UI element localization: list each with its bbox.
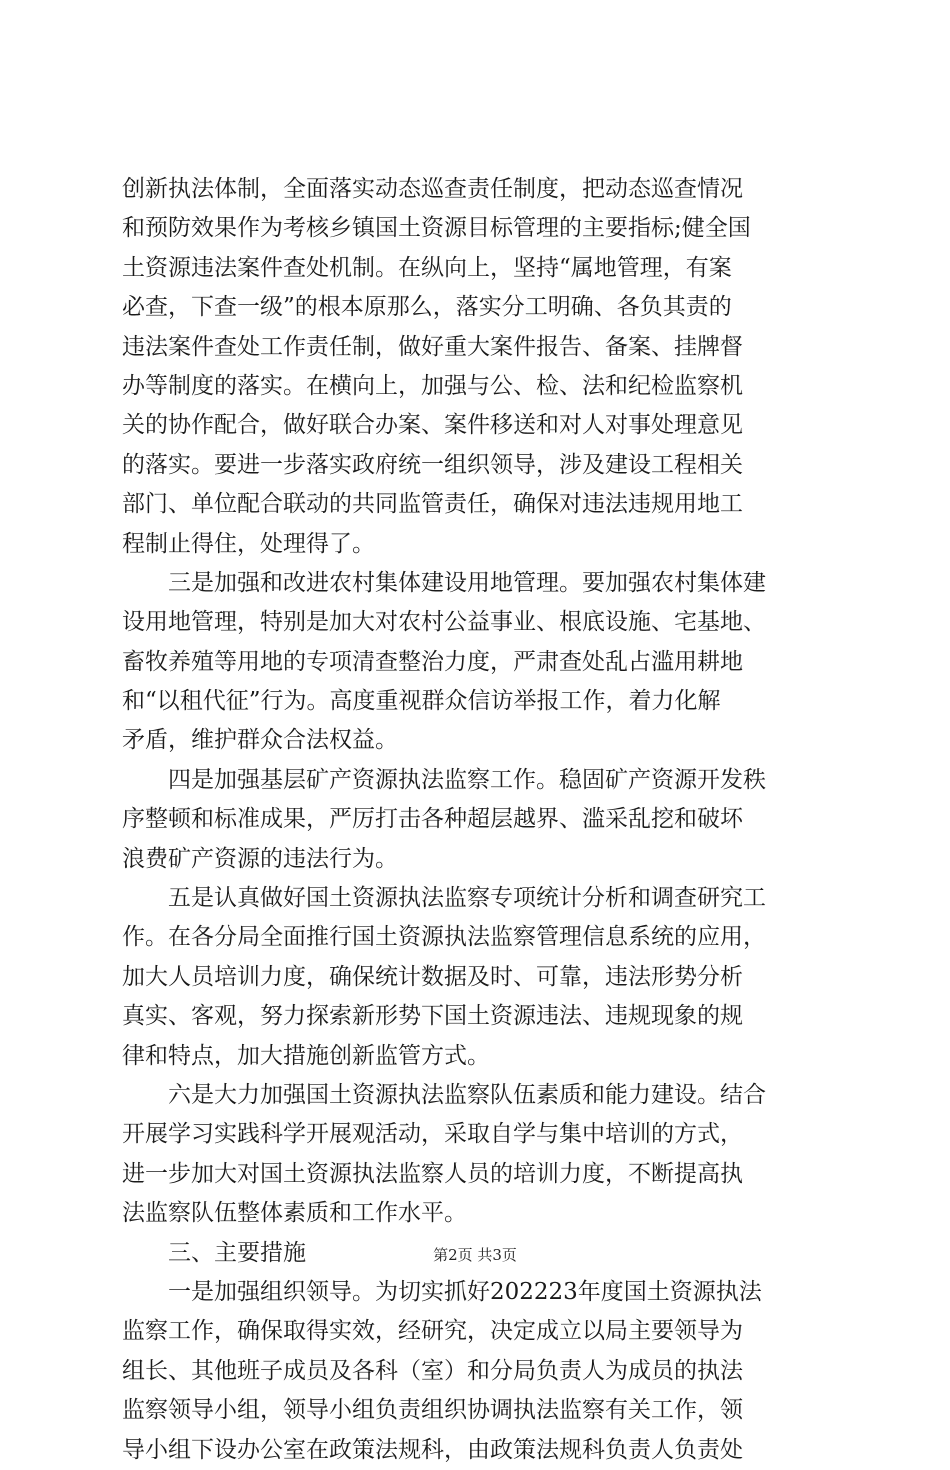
text-line: 设用地管理，特别是加大对农村公益事业、根底设施、宅基地、 [122,609,766,636]
text-line: 创新执法体制，全面落实动态巡查责任制度，把动态巡查情况 [122,176,743,202]
text-line: 律和特点，加大措施创新监管方式。 [122,1042,490,1069]
text-line: 真实、客观，努力探索新形势下国土资源违法、违规现象的规 [122,1003,743,1030]
document-body [122,170,832,1470]
text-line: 组长、其他班子成员及各科（室）和分局负责人为成员的执法 [122,1357,743,1384]
text-line: 进一步加大对国土资源执法监察人员的培训力度，不断提高执 [122,1160,743,1187]
text-line: 和“以租代征”行为。高度重视群众信访举报工作，着力化解 [122,688,721,715]
text-line: 序整顿和标准成果，严厉打击各种超层越界、滥采乱挖和破坏 [122,806,743,833]
text-line: 浪费矿产资源的违法行为。 [122,845,398,872]
text-line: 一是加强组织领导。为切实抓好202223年度国土资源执法 [168,1278,762,1305]
text-line: 违法案件查处工作责任制，做好重大案件报告、备案、挂牌督 [122,333,743,360]
text-line: 监察工作，确保取得实效，经研究，决定成立以局主要领导为 [122,1318,743,1345]
text-line: 六是大力加强国土资源执法监察队伍素质和能力建设。结合 [168,1081,766,1108]
text-line: 畜牧养殖等用地的专项清查整治力度，严肃查处乱占滥用耕地 [122,648,743,675]
text-line: 作。在各分局全面推行国土资源执法监察管理信息系统的应用， [122,924,766,951]
text-line: 导小组下设办公室在政策法规科，由政策法规科负责人负责处 [122,1436,743,1463]
text-line: 三、主要措施 [168,1239,306,1266]
page-footer: 第2页 共3页 [433,1246,517,1264]
text-line: 四是加强基层矿产资源执法监察工作。稳固矿产资源开发秩 [168,766,766,793]
text-line: 三是加强和改进农村集体建设用地管理。要加强农村集体建 [168,569,766,596]
text-line: 部门、单位配合联动的共同监管责任，确保对违法违规用地工 [122,491,743,518]
text-line: 和预防效果作为考核乡镇国土资源目标管理的主要指标;健全国 [122,215,751,242]
text-line: 法监察队伍整体素质和工作水平。 [122,1200,467,1227]
text-line: 五是认真做好国土资源执法监察专项统计分析和调查研究工 [168,885,766,912]
text-line: 的落实。要进一步落实政府统一组织领导，涉及建设工程相关 [122,451,743,478]
text-line: 办等制度的落实。在横向上，加强与公、检、法和纪检监察机 [122,372,743,399]
text-line: 土资源违法案件查处机制。在纵向上，坚持“属地管理，有案 [122,254,732,281]
text-line: 矛盾，维护群众合法权益。 [122,727,398,754]
text-line: 必查，下查一级”的根本原那么，落实分工明确、各负其责的 [122,294,732,321]
text-line: 程制止得住，处理得了。 [122,530,375,557]
text-line: 监察领导小组，领导小组负责组织协调执法监察有关工作，领 [122,1397,743,1424]
text-line: 开展学习实践科学开展观活动，采取自学与集中培训的方式， [122,1121,743,1148]
text-line: 加大人员培训力度，确保统计数据及时、可靠，违法形势分析 [122,963,743,990]
text-line: 关的协作配合，做好联合办案、案件移送和对人对事处理意见 [122,412,743,439]
